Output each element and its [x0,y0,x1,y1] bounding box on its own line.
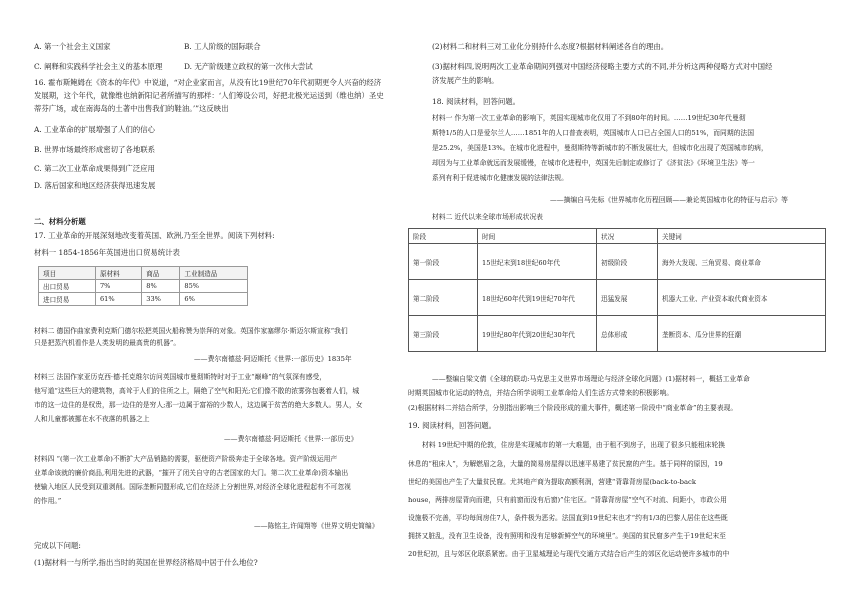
material-4-line-4: 的作用。” [34,497,62,505]
table-cell: 出口贸易 [39,280,96,293]
q16-option-b: B. 世界市场最终形成密切了各地联系 [34,145,155,154]
table-cell: 总体形成 [597,316,658,352]
table-cell: 迅猛发展 [597,280,658,316]
table-cell: 海外大发现、三角贸易、商业革命 [658,244,826,280]
table-cell: 初级阶段 [597,244,658,280]
q19-line-7: 20世纪初，且与郊区化联系紧密。由于卫星城理论与现代交通方式结合后产生的郊区化运动使许多城市的中 [408,550,730,558]
q18-m1-line-2: 斯特1/5的人口是爱尔兰人……1851年的人口普查表明，英国城市人口已占全国人口的51%，而同期的法国 [432,129,755,137]
table-row [409,280,826,316]
table-cell: 进口贸易 [39,293,96,306]
table-header-cell: 原材料 [95,267,141,280]
q19-line-6: 拥挤又脏乱，没有卫生设备，没有照明和没有足够新鲜空气的环境里”。美国的贫民窟多产生于19世纪末至 [408,532,726,540]
table-row [409,316,826,352]
table-header-cell: 商品 [142,267,180,280]
question-17-3-line-1: (3)据材料四,说明两次工业革命期间列强对中国经济侵略主要方式的不同,并分析这两种侵略方式对中国经 [432,62,773,71]
table-cell: 8% [142,280,180,293]
option-a: A. 第一个社会主义国家 [34,42,111,51]
table-cell: 85% [180,280,248,293]
section-heading: 二、材料分析题 [34,217,86,226]
q16-line-1: 16. 霍布斯鲍姆在《资本的年代》中说道，“对企业家而言，从没有比19世纪70年代初期更令人兴奋的经济 [34,78,382,87]
q18-question-2: (2)根据材料二并结合所学，分别指出影响三个阶段形成的重大事件，概述第一阶段中“商业革命”的主要表现。 [408,404,738,412]
material-4-source: ——陈铭主,许闻翔等《世界文明史简编》 [254,522,379,530]
q16-option-c: C. 第二次工业革命成果得到广泛应用 [34,164,155,173]
stage-table-header [409,229,826,244]
option-c: C. 阐释和实践科学社会主义的基本原理 [34,62,163,71]
q18-m1-line-1: 材料一 作为第一次工业革命的影响下，英国实现城市化仅用了不到80年的时间。……19世纪30年代曼彻 [432,114,746,122]
material-3-line-3: 市的这一边住的是权贵，那一边住的是穷人;那一边属于富裕的少数人，这边属于贫苦的绝大多数人。男人，女 [34,401,363,409]
table-cell: 19世纪80年代到20世纪30年代 [478,316,597,352]
table-cell: 第一阶段 [409,244,478,280]
material-3-line-4: 人和儿童都被挪在水不夜落的机器之上 [34,415,150,423]
table-cell: 机器大工业、产业资本取代商业资本 [658,280,826,316]
table-cell: 61% [95,293,141,306]
table-header-cell: 时间 [478,229,597,244]
question-17-1: (1)据材料一与所学,指出当时的英国在世界经济格局中居于什么地位? [34,558,258,567]
table-cell: 第二阶段 [409,280,478,316]
q19-line-2: 休息的“租床人”，为解燃眉之急，大量的简易房屋得以迅速平易建了贫民窟的产生。基于同样的原因，19 [408,460,723,468]
table-header-cell: 工业制造品 [180,267,248,280]
table-header-cell: 阶段 [409,229,478,244]
table-header-row [39,267,248,280]
table-cell: 第三阶段 [409,316,478,352]
q18-question-1: 时期英国城市化运动的特点，并结合所学说明工业革命给人们生活方式带来的积极影响。 [408,389,674,397]
material-2-line-2: 只是把蒸汽机看作是人类发明的最高贵的机器”。 [34,339,181,347]
q18-m2-source: ——整编自梁文倩《全球的联动:马克思主义世界市场理论与经济全球化问题》(1)据材料一，概括工业革命 [432,375,750,383]
q19-line-5: 设施极不完善，平均每间房住7人，条件极为恶劣。法国直到19世纪末也才“约有1/3的巴黎人居住在这些既 [408,514,728,522]
material-2-source: ——费尔南德兹·阿迈斯托《世界:一部历史》1835年 [194,355,352,363]
material-3-line-2: 他写道“这些巨大的建筑物，高耸于人们的住所之上，隔绝了空气和阳光;它们像不散的浓雾弥包裹着人们，城 [34,387,360,395]
table-cell: 15世纪末到18世纪60年代 [478,244,597,280]
material-3-line-1: 材料三 法国作家亚历克西·德·托克维尔访问英国城市曼彻斯特时对于工业“巅峰”的气氛深有感受， [34,373,327,381]
material-4-line-3: 使输入地区人民受到双重剥削。国际垄断同盟形成,它们在经济上分割世界,对经济全球化进程起有不可忽视 [34,483,351,491]
q16-line-2: 发展期，这个年代，就像维也纳新阳记者所描写的那样：‘人们筹设公司，好把北极光运送到（维也纳）圣史 [34,91,384,100]
q18-m2-title: 材料二 近代以来全球市场形成状况表 [432,213,543,221]
material-3-source: ——费尔南德兹·阿迈斯托《世界:一部历史》 [224,435,358,443]
material-4-line-2: 业革命该就的廉价商品,利用先进的武器，“摧开了闭关自守的古老国家的大门。第二次工业革命)资本输出 [34,469,349,477]
table-row [39,293,248,306]
trade-table [38,266,248,306]
table-cell: 垄断资本、瓜分世界的狂潮 [658,316,826,352]
question-17-3-line-2: 济发展产生的影响。 [432,76,499,85]
material-2-line-1: 材料二 德国作曲家费利克斯门德尔松把英国火船称赞为崇拜的对象。英国作家塞缪尔·斯迈尔斯宣称“我们 [34,327,348,335]
table-header-cell: 关键词 [658,229,826,244]
q18-m1-source: ——摘编自马先标《世界城市化历程回顾——兼论英国城市化的特征与启示》等 [550,196,788,204]
q19-heading: 19. 阅读材料，回答问题。 [408,421,497,430]
q16-option-a: A. 工业革命的扩展增强了人们的信心 [34,125,155,134]
table-row [409,244,826,280]
material-1-title: 材料一 1854-1856年英国进出口贸易统计表 [34,248,180,257]
q17-intro: 17. 工业革命的开展深刻地改变着英国、欧洲,乃至全世界。阅读下列材料: [34,231,275,240]
table-cell: 6% [180,293,248,306]
q19-line-4: house，两排房屋背向而建，只有前窗而没有后窗)”住宅区。“背靠背房屋”空气不对流、间距小，市政公用 [408,496,727,504]
stage-table [408,228,826,352]
q18-m1-line-3: 是25.2%，美国是13%。在城市化进程中，曼彻斯特等新城市的不断发展壮大，但城市化出现了英国城市的病， [432,144,768,152]
questions-prompt: 完成以下问题: [34,541,81,550]
q16-option-d: D. 落后国家和地区经济获得迅速发展 [34,181,156,190]
table-row [39,280,248,293]
question-17-2: (2)材料二和材料三对工业化分别持什么态度?根据材料阐述各自的理由。 [432,42,669,51]
option-d: D. 无产阶级建立政权的第一次伟大尝试 [184,62,313,71]
q18-m1-line-4: 却因为与工业革命就远而发展缓慢，在城市化进程中，英国先后制定或修订了《济贫法》《环境卫生法》等一 [432,159,755,167]
option-b: B. 工人阶级的国际联合 [184,42,261,51]
table-cell: 7% [95,280,141,293]
material-4-line-1: 材料四 “(第一次工业革命)不断扩大产品销路的需要，驱使资产阶级奔走于全球各地。资产阶级运用产 [34,455,338,463]
q18-m1-line-5: 系列有利于促进城市化健康发展的法律法规。 [432,174,568,182]
table-cell: 33% [142,293,180,306]
table-header-cell: 状况 [597,229,658,244]
q16-line-3: 蒂芬广场，或在南海岛的土著中出售我们的鞋油。’”这反映出 [34,104,229,113]
table-cell: 18世纪60年代到19世纪70年代 [478,280,597,316]
q18-heading: 18. 阅读材料，回答问题。 [432,97,521,106]
q19-line-3: 世纪的美国也产生了大量贫民窟。尤其地产商为提取高额利润，营建“背靠背房屋(back-to-back [408,478,696,486]
q19-line-1: 材料 19世纪中期的伦敦，住房是实现城市的第一大难题，由于租不到房子，出现了很多只能租床轮换 [422,441,726,449]
table-header-cell: 项目 [39,267,96,280]
